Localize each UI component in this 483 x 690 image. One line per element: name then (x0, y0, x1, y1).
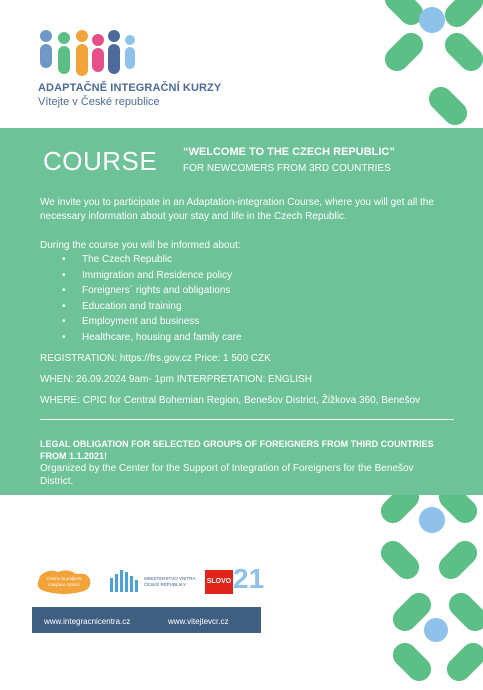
registration-info: REGISTRATION: https://frs.gov.cz Price: 1 500 CZK (40, 353, 271, 364)
ministry-line1: MINISTERSTVO VNITRA (144, 576, 196, 581)
slovo-label: SLOVO (205, 570, 233, 594)
invite-paragraph: We invite you to participate in an Adaptation-integration Course, where you will get all the necessary information about your stay and life in the Czech Republic. (40, 197, 434, 222)
course-subheadline: FOR NEWCOMERS FROM 3RD COUNTRIES (183, 163, 391, 174)
topics-list (40, 252, 440, 345)
cpic-logo (34, 566, 94, 596)
brand-logo-icon (36, 28, 136, 78)
list-item: • The Czech Republic (40, 252, 440, 268)
course-headline: “WELCOME TO THE CZECH REPUBLIC” (183, 146, 395, 158)
ministry-line2: ČESKÉ REPUBLIKY (144, 582, 186, 587)
bullet-icon: • (62, 254, 66, 265)
list-item: • Employment and business (40, 314, 440, 330)
legal-notice: LEGAL OBLIGATION FOR SELECTED GROUPS OF FOREIGNERS FROM THIRD COUNTRIES FROM 1.1.2021! (40, 439, 434, 461)
list-item: • Immigration and Residence policy (40, 268, 440, 284)
cpic-line2: integrace cizinců (48, 582, 80, 587)
logo-subtitle: Vítejte v České republice (38, 96, 160, 108)
list-item: • Foreigners´ rights and obligations (40, 283, 440, 299)
list-item: • Education and training (40, 299, 440, 315)
list-item: • Healthcare, housing and family care (40, 330, 440, 346)
divider (40, 419, 454, 420)
when-info: WHEN: 26.09.2024 9am- 1pm INTERPRETATION: ENGLISH (40, 374, 312, 385)
where-info: WHERE: CPIC for Central Bohemian Region, Benešov District, Žižkova 360, Benešov (40, 395, 421, 406)
course-heading: COURSE (43, 146, 158, 176)
topics-intro: During the course you will be informed about: (40, 240, 241, 251)
cpic-line1: Centra na podporu (46, 576, 82, 581)
link-integracnicentra[interactable]: www.integracnicentra.cz (44, 617, 131, 626)
bullet-icon: • (62, 331, 66, 343)
slovo-number: 21 (233, 563, 265, 594)
bullet-icon: • (62, 285, 66, 296)
bullet-icon: • (62, 300, 66, 312)
link-vitejtevcr[interactable]: www.vitejtevcr.cz (168, 617, 229, 626)
ministry-icon (110, 570, 140, 592)
logo-title: ADAPTAČNĚ INTEGRAČNÍ KURZY (38, 82, 222, 94)
bullet-icon: • (62, 269, 66, 281)
organizer-note: Organized by the Center for the Support of Integration of Foreigners for the Benešov District. (40, 463, 414, 487)
bullet-icon: • (62, 316, 66, 327)
